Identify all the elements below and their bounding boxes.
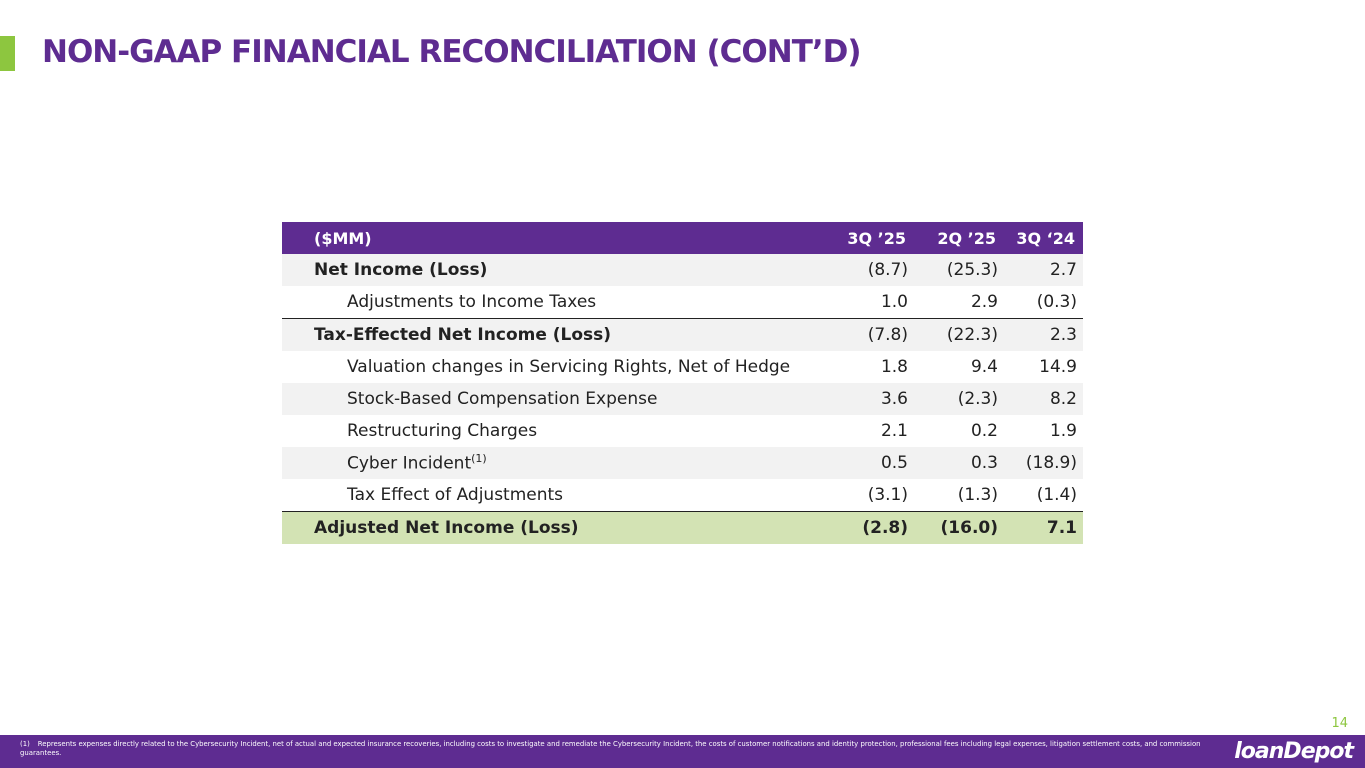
row-value: (1.3) bbox=[957, 485, 998, 505]
row-value: 2.7 bbox=[1004, 254, 1083, 286]
header-col-3q24: 3Q ‘24 bbox=[1004, 222, 1083, 254]
row-label-text: Cyber Incident bbox=[347, 453, 472, 474]
row-value: 2.3 bbox=[1004, 319, 1083, 352]
row-value: 0.3 bbox=[914, 447, 1004, 479]
row-value: 3.6 bbox=[829, 383, 914, 415]
footer-bar bbox=[0, 735, 1365, 768]
row-value: 2.9 bbox=[970, 292, 998, 312]
row-value: (2.3) bbox=[914, 383, 1004, 415]
table-row bbox=[282, 286, 1083, 319]
row-value: (3.1) bbox=[867, 485, 908, 505]
table-row bbox=[282, 351, 1083, 383]
page-title: NON-GAAP FINANCIAL RECONCILIATION (CONT’D) bbox=[42, 34, 861, 70]
table-row bbox=[282, 254, 1083, 286]
row-value: (16.0) bbox=[914, 512, 1004, 545]
header-col-3q25: 3Q ’25 bbox=[829, 222, 914, 254]
row-value: (2.8) bbox=[829, 512, 914, 545]
table-row bbox=[282, 447, 1083, 479]
row-label: Tax-Effected Net Income (Loss) bbox=[282, 319, 829, 352]
table-row bbox=[282, 383, 1083, 415]
row-label: Adjustments to Income Taxes bbox=[347, 292, 597, 312]
row-value: 0.2 bbox=[970, 421, 998, 441]
table-row bbox=[282, 415, 1083, 447]
table-header-row bbox=[282, 222, 1083, 254]
row-value: 1.0 bbox=[880, 292, 908, 312]
table-row bbox=[282, 479, 1083, 512]
row-value: (0.3) bbox=[1036, 292, 1077, 312]
row-label: Valuation changes in Servicing Rights, Net of Hedge bbox=[347, 357, 791, 377]
footnote-marker: (1) bbox=[20, 740, 30, 748]
row-value: 7.1 bbox=[1004, 512, 1083, 545]
row-value: (25.3) bbox=[914, 254, 1004, 286]
footnote bbox=[20, 740, 1215, 758]
title-accent-bar bbox=[0, 36, 15, 71]
row-value: 9.4 bbox=[970, 357, 998, 377]
row-label: Restructuring Charges bbox=[347, 421, 538, 441]
table-row bbox=[282, 319, 1083, 352]
row-value: (7.8) bbox=[829, 319, 914, 352]
footnote-marker: (1) bbox=[471, 452, 487, 466]
row-value: 1.8 bbox=[880, 357, 908, 377]
row-value: (22.3) bbox=[914, 319, 1004, 352]
row-label: Net Income (Loss) bbox=[282, 254, 829, 286]
row-label: Stock-Based Compensation Expense bbox=[282, 383, 829, 415]
row-label: Adjusted Net Income (Loss) bbox=[282, 512, 829, 545]
row-value: (1.4) bbox=[1036, 485, 1077, 505]
row-value: (18.9) bbox=[1004, 447, 1083, 479]
row-label: Tax Effect of Adjustments bbox=[347, 485, 564, 505]
row-value: (8.7) bbox=[829, 254, 914, 286]
row-value: 1.9 bbox=[1049, 421, 1077, 441]
row-value: 14.9 bbox=[1039, 357, 1077, 377]
brand-logo: loanDepot bbox=[1234, 739, 1353, 764]
reconciliation-table bbox=[282, 222, 1083, 544]
row-label bbox=[282, 447, 829, 479]
header-col-2q25: 2Q ’25 bbox=[914, 222, 1004, 254]
row-value: 8.2 bbox=[1004, 383, 1083, 415]
row-value: 2.1 bbox=[880, 421, 908, 441]
header-label: ($MM) bbox=[282, 222, 829, 254]
footnote-text: Represents expenses directly related to the Cybersecurity Incident, net of actual and expected insurance recoveries, including costs to investigate and remediate the Cybersecurity Incident, the costs of customer notifications and identity protection, professional fees including legal expenses, litigation settlement costs, and commission guarantees. bbox=[20, 740, 1201, 757]
table-row-total bbox=[282, 512, 1083, 545]
row-value: 0.5 bbox=[829, 447, 914, 479]
page-number: 14 bbox=[1331, 716, 1348, 731]
